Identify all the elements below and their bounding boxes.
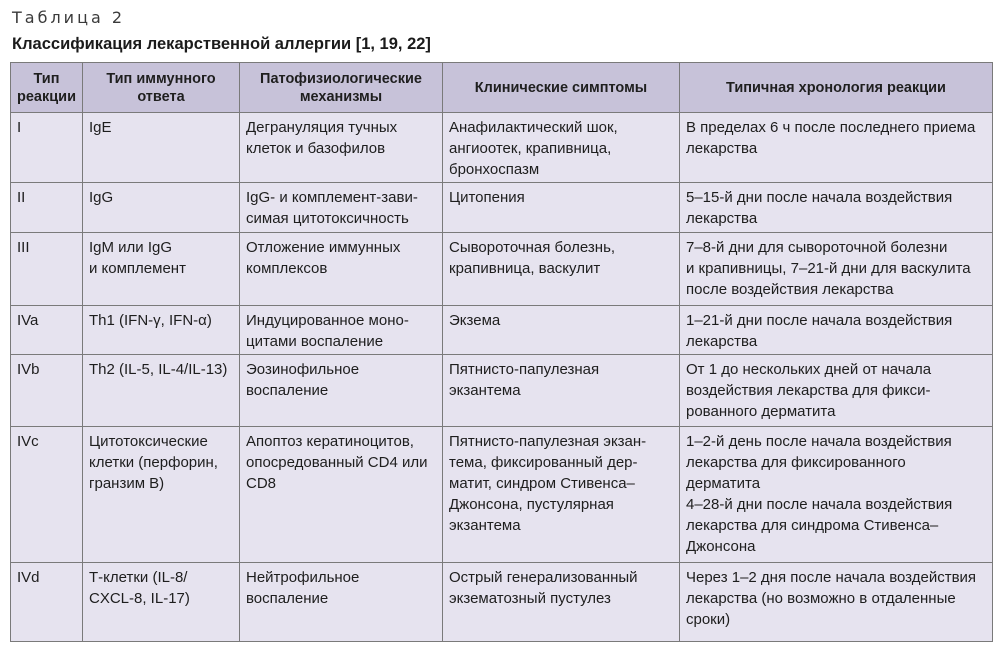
table-row <box>11 427 993 563</box>
cell-mechanism: IgG- и комплемент-зави- симая цитотоксичность <box>240 183 443 233</box>
cell-mechanism: Эозинофильное воспаление <box>240 355 443 427</box>
table-row <box>11 306 993 355</box>
cell-symptoms: Острый генерализованный экзематозный пустулез <box>443 563 680 642</box>
header-reaction-type: Тип реакции <box>11 63 83 113</box>
cell-immune-response: IgE <box>83 113 240 183</box>
cell-mechanism: Нейтрофильное воспаление <box>240 563 443 642</box>
cell-immune-response: Цитотоксические клетки (перфорин, гранзим B) <box>83 427 240 563</box>
cell-immune-response: Т-клетки (IL-8/ CXCL-8, IL-17) <box>83 563 240 642</box>
cell-chronology: 5–15-й дни после начала воздействия лекарства <box>680 183 993 233</box>
allergy-classification-table <box>10 62 993 642</box>
cell-chronology: Через 1–2 дня после начала воздействия лекарства (но возможно в отдаленные сроки) <box>680 563 993 642</box>
header-chronology: Типичная хронология реакции <box>680 63 993 113</box>
cell-symptoms: Анафилактический шок, ангиоотек, крапивница, бронхоспазм <box>443 113 680 183</box>
table-row <box>11 355 993 427</box>
cell-symptoms: Цитопения <box>443 183 680 233</box>
cell-reaction-type: IVa <box>11 306 83 355</box>
table-row <box>11 563 993 642</box>
cell-symptoms: Сывороточная болезнь, крапивница, васкулит <box>443 233 680 306</box>
cell-reaction-type: I <box>11 113 83 183</box>
cell-immune-response: IgM или IgG и комплемент <box>83 233 240 306</box>
table-header-row <box>11 63 993 113</box>
cell-immune-response: IgG <box>83 183 240 233</box>
cell-chronology: В пределах 6 ч после последнего приема лекарства <box>680 113 993 183</box>
cell-chronology: 1–2-й день после начала воздействия лекарства для фиксированного дерматита 4–28-й дни после начала воздействия лекарства для синдрома Стивенса– Джонсона <box>680 427 993 563</box>
table-title: Классификация лекарственной аллергии [1, 19, 22] <box>12 35 431 53</box>
cell-mechanism: Апоптоз кератиноцитов, опосредованный CD4 или CD8 <box>240 427 443 563</box>
cell-mechanism: Дегрануляция тучных клеток и базофилов <box>240 113 443 183</box>
cell-reaction-type: IVd <box>11 563 83 642</box>
allergy-classification-table-container <box>10 62 992 639</box>
cell-immune-response: Th2 (IL-5, IL-4/IL-13) <box>83 355 240 427</box>
cell-chronology: От 1 до нескольких дней от начала воздействия лекарства для фикси- рованного дерматита <box>680 355 993 427</box>
cell-symptoms: Пятнисто-папулезная экзантема <box>443 355 680 427</box>
cell-chronology: 1–21-й дни после начала воздействия лекарства <box>680 306 993 355</box>
cell-symptoms: Экзема <box>443 306 680 355</box>
table-row <box>11 233 993 306</box>
header-immune-response-type: Тип иммунного ответа <box>83 63 240 113</box>
cell-reaction-type: IVc <box>11 427 83 563</box>
table-row <box>11 113 993 183</box>
cell-mechanism: Индуцированное моно- цитами воспаление <box>240 306 443 355</box>
cell-immune-response: Th1 (IFN-γ, IFN-α) <box>83 306 240 355</box>
table-caption: Таблица 2 <box>12 8 126 27</box>
cell-mechanism: Отложение иммунных комплексов <box>240 233 443 306</box>
cell-reaction-type: III <box>11 233 83 306</box>
cell-chronology: 7–8-й дни для сывороточной болезни и крапивницы, 7–21-й дни для васкулита после воздействия лекарства <box>680 233 993 306</box>
header-pathophysiology: Патофизиологические механизмы <box>240 63 443 113</box>
table-row <box>11 183 993 233</box>
header-clinical-symptoms: Клинические симптомы <box>443 63 680 113</box>
cell-reaction-type: II <box>11 183 83 233</box>
cell-symptoms: Пятнисто-папулезная экзан- тема, фиксированный дер- матит, синдром Стивенса– Джонсона, пустулярная экзантема <box>443 427 680 563</box>
cell-reaction-type: IVb <box>11 355 83 427</box>
